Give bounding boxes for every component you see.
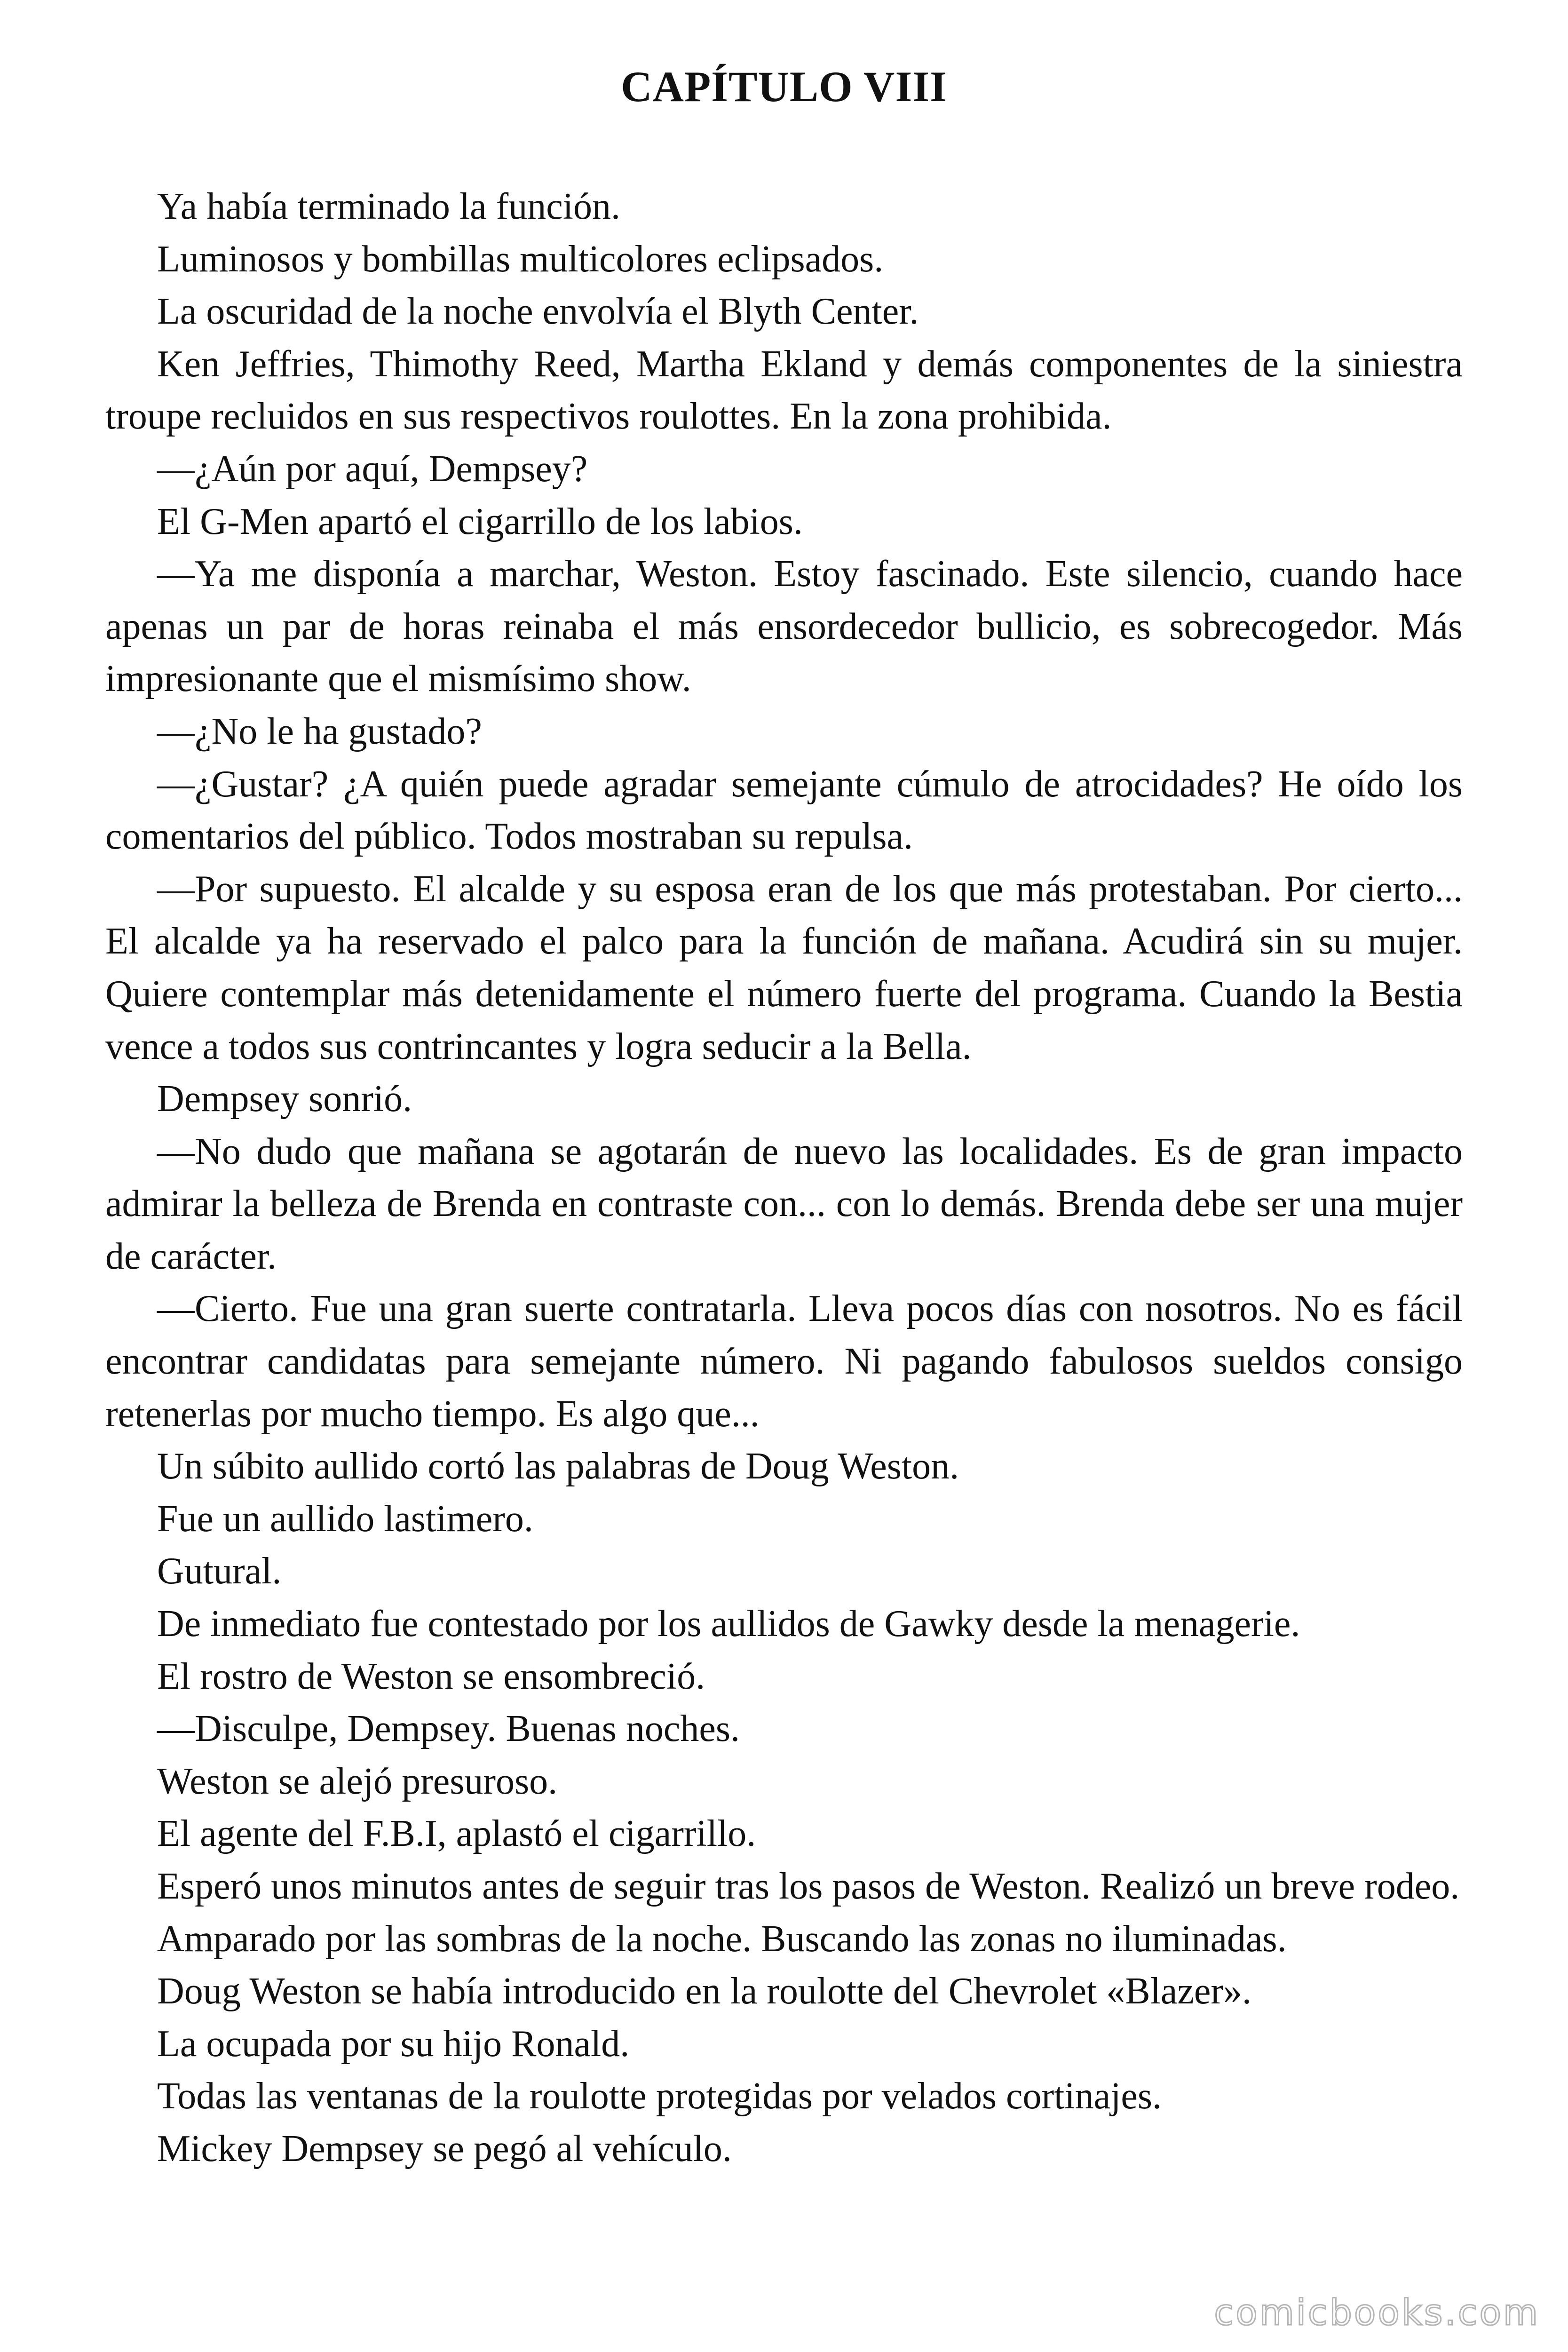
paragraph: Ya había terminado la función. bbox=[157, 186, 620, 227]
paragraph: El agente del F.B.I, aplastó el cigarrillo. bbox=[157, 1813, 756, 1855]
paragraph: De inmediato fue contestado por los aullidos de Gawky desde la menagerie. bbox=[157, 1603, 1300, 1645]
paragraph: Todas las ventanas de la roulotte protegidas por velados cortinajes. bbox=[157, 2075, 1162, 2117]
paragraph: La ocupada por su hijo Ronald. bbox=[157, 2023, 630, 2065]
paragraph: Gutural. bbox=[157, 1550, 282, 1592]
watermark-logo: comicbooks.com bbox=[1214, 2291, 1540, 2333]
paragraph: —Disculpe, Dempsey. Buenas noches. bbox=[157, 1708, 740, 1750]
paragraph: —¿Gustar? ¿A quién puede agradar semejante cúmulo de atrocidades? He oído los comentarios del público. Todos mostraban su repulsa. bbox=[105, 763, 1463, 858]
paragraph: —Por supuesto. El alcalde y su esposa eran de los que más protestaban. Por cierto... El alcalde ya ha reservado el palco para la función de mañana. Acudirá sin su mujer. Quiere contemplar más detenidamente el número fuerte del programa. Cuando la Bestia vence a todos sus contrincantes y logra seducir a la Bella. bbox=[105, 868, 1463, 1067]
paragraph: —Ya me disponía a marchar, Weston. Estoy fascinado. Este silencio, cuando hace apenas un par de horas reinaba el más ensordecedor bullicio, es sobrecogedor. Más impresionante que el mismísimo show. bbox=[105, 553, 1463, 700]
paragraph: Amparado por las sombras de la noche. Buscando las zonas no iluminadas. bbox=[157, 1918, 1287, 1960]
paragraph: —¿No le ha gustado? bbox=[157, 710, 482, 752]
paragraph: Esperó unos minutos antes de seguir tras los pasos de Weston. Realizó un breve rodeo. bbox=[157, 1866, 1460, 1907]
paragraph: —¿Aún por aquí, Dempsey? bbox=[157, 448, 588, 490]
paragraph: El G-Men apartó el cigarrillo de los labios. bbox=[157, 501, 803, 542]
paragraph: Doug Weston se había introducido en la roulotte del Chevrolet «Blazer». bbox=[157, 1971, 1252, 2012]
paragraph: Luminosos y bombillas multicolores eclipsados. bbox=[157, 238, 884, 280]
paragraph: Ken Jeffries, Thimothy Reed, Martha Ekland y demás componentes de la siniestra troupe recluidos en sus respectivos roulottes. En la zona prohibida. bbox=[105, 343, 1463, 437]
paragraph: El rostro de Weston se ensombreció. bbox=[157, 1655, 705, 1697]
paragraph: —No dudo que mañana se agotarán de nuevo las localidades. Es de gran impacto admirar la belleza de Brenda en contraste con... con lo demás. Brenda debe ser una mujer de carácter. bbox=[105, 1130, 1463, 1277]
chapter-title: CAPÍTULO VIII bbox=[621, 63, 947, 111]
paragraph: Dempsey sonrió. bbox=[157, 1078, 412, 1120]
paragraph: Un súbito aullido cortó las palabras de Doug Weston. bbox=[157, 1446, 959, 1487]
paragraph: —Cierto. Fue una gran suerte contratarla. Lleva pocos días con nosotros. No es fácil encontrar candidatas para semejante número. Ni pagando fabulosos sueldos consigo retenerlas por mucho tiempo. Es algo que... bbox=[105, 1288, 1463, 1435]
paragraph: Weston se alejó presuroso. bbox=[157, 1760, 558, 1802]
paragraph: La oscuridad de la noche envolvía el Blyth Center. bbox=[157, 291, 919, 333]
paragraph: Mickey Dempsey se pegó al vehículo. bbox=[157, 2128, 732, 2169]
chapter-text bbox=[105, 181, 1463, 2176]
paragraph: Fue un aullido lastimero. bbox=[157, 1498, 533, 1540]
